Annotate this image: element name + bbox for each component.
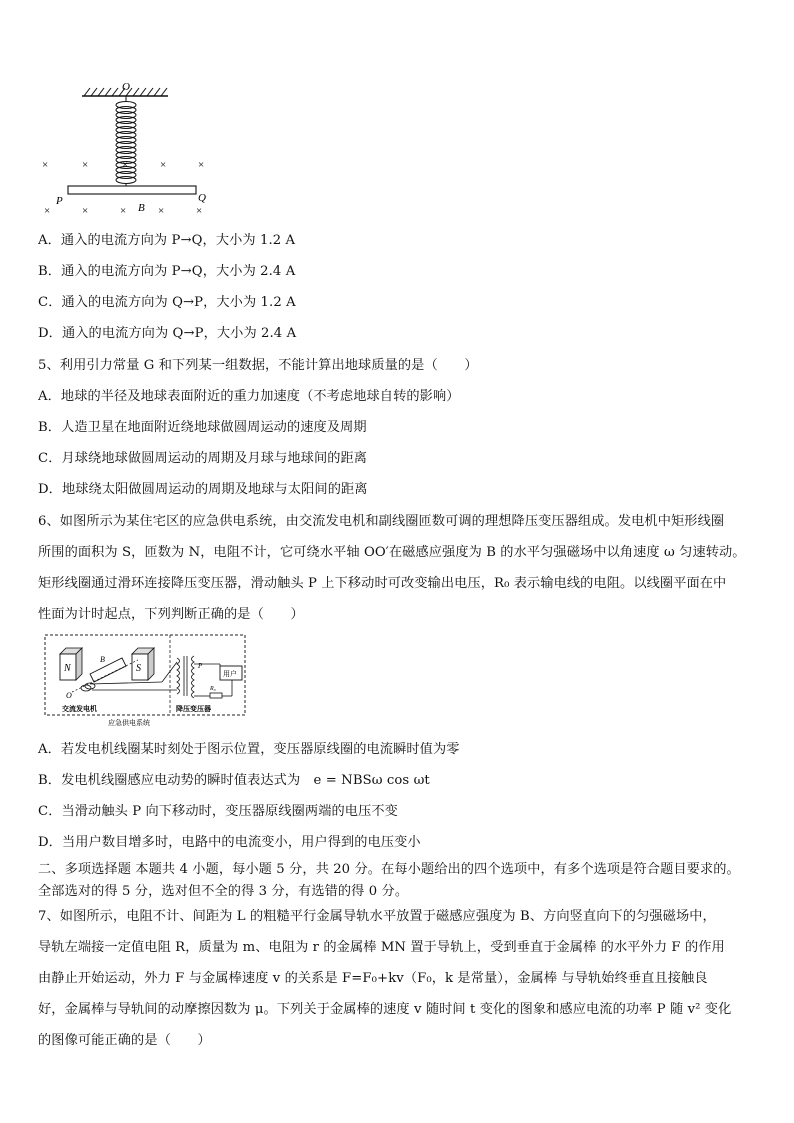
slider-p-label: P (198, 662, 203, 670)
section-2-heading: 二、多项选择题 本题共 4 小题，每小题 5 分，共 20 分。在每小题给出的四个选项中，有多个选项是符合题目要求的。 (38, 862, 740, 877)
q5-option-d: D．地球绕太阳做圆周运动的周期及地球与太阳间的距离 (38, 482, 368, 497)
cross-icon: × (82, 159, 89, 171)
q7-stem-line-3: 由静止开始运动，外力 F 与金属棒速度 v 的关系是 F=F₀+kv（F₀，k 是常量），金属棒 与导轨始终垂直且接触良 (38, 971, 708, 986)
q5-stem: 5、利用引力常量 G 和下列某一组数据，不能计算出地球质量的是（ ） (38, 358, 478, 373)
q6-option-a: A．若发电机线圈某时刻处于图示位置，变压器原线圈的电流瞬时值为零 (38, 742, 460, 757)
q6-option-d: D．当用户数目增多时，电路中的电流变小，用户得到的电压变小 (38, 835, 421, 850)
q7-stem-line-5: 的图像可能正确的是（ ） (38, 1033, 211, 1048)
end-p-label: P (56, 195, 63, 207)
q6-stem-line-1: 6、如图所示为某住宅区的应急供电系统，由交流发电机和副线圈匝数可调的理想降压变压器组成。发电机中矩形线圈 (38, 514, 725, 529)
q6-stem-line-2: 所围的面积为 S，匝数为 N，电阻不计，它可绕水平轴 OO′在磁感应强度为 B 的水平匀强磁场中以角速度 ω 匀速转动。 (38, 545, 746, 560)
q5-option-c: C．月球绕地球做圆周运动的周期及月球与地球间的距离 (38, 451, 368, 466)
section-2-scoring: 全部选对的得 5 分，选对但不全的得 3 分，有选错的得 0 分。 (38, 884, 409, 899)
system-caption: 应急供电系统 (108, 719, 150, 727)
transformer-caption: 降压变压器 (176, 705, 211, 713)
resistor-r0-label: R₀ (210, 686, 216, 692)
magnet-n-label: N (64, 663, 71, 674)
q7-stem-line-1: 7、如图所示，电阻不计、间距为 L 的粗糙平行金属导轨水平放置于磁感应强度为 B、方向竖直向下的匀强磁场中， (38, 909, 716, 924)
q7-stem-line-2: 导轨左端接一定值电阻 R，质量为 m、电阻为 r 的金属棒 MN 置于导轨上，受到垂直于金属棒 的水平外力 F 的作用 (38, 940, 725, 955)
field-b-label: B (100, 655, 105, 664)
q4-option-a: A．通入的电流方向为 P→Q，大小为 1.2 A (38, 233, 296, 248)
cross-icon: × (44, 205, 51, 216)
q4-option-d: D．通入的电流方向为 Q→P，大小为 2.4 A (38, 326, 297, 341)
pivot-label: O (122, 81, 130, 93)
cross-icon: × (160, 159, 167, 171)
cross-icon: × (42, 159, 49, 171)
axis-o-label: O (66, 691, 72, 700)
q4-option-c: C．通入的电流方向为 Q→P，大小为 1.2 A (38, 295, 296, 310)
generator-caption: 交流发电机 (62, 705, 97, 713)
q6-option-b: B．发电机线圈感应电动势的瞬时值表达式为 e = NBSω cos ωt (38, 773, 430, 788)
magnet-s-label: S (136, 663, 141, 674)
end-q-label: Q (198, 192, 206, 204)
cross-icon: × (158, 205, 165, 216)
cross-icon: × (120, 205, 127, 216)
q5-option-a: A．地球的半径及地球表面附近的重力加速度（不考虑地球自转的影响） (38, 389, 460, 404)
cross-icon: × (198, 159, 205, 171)
spring-rod-figure (36, 80, 226, 216)
cross-icon: × (82, 205, 89, 216)
cross-icon: × (122, 159, 129, 171)
q4-option-b: B．通入的电流方向为 P→Q，大小为 2.4 A (38, 264, 296, 279)
q6-option-c: C．当滑动触头 P 向下移动时，变压器原线圈两端的电压不变 (38, 804, 398, 819)
field-b-label: B (138, 202, 145, 214)
cross-icon: × (196, 205, 203, 216)
power-system-figure (42, 632, 252, 728)
q6-stem-line-3: 矩形线圈通过滑环连接降压变压器，滑动触头 P 上下移动时可改变输出电压，R₀ 表示输电线的电阻。以线圈平面在中 (38, 576, 727, 591)
q5-option-b: B．人造卫星在地面附近绕地球做圆周运动的速度及周期 (38, 420, 367, 435)
q6-stem-line-4: 性面为计时起点，下列判断正确的是（ ） (38, 607, 304, 622)
q7-stem-line-4: 好，金属棒与导轨间的动摩擦因数为 μ。下列关于金属棒的速度 v 随时间 t 变化的图象和感应电流的功率 P 随 v² 变化 (38, 1002, 732, 1017)
user-label: 用户 (223, 670, 237, 678)
